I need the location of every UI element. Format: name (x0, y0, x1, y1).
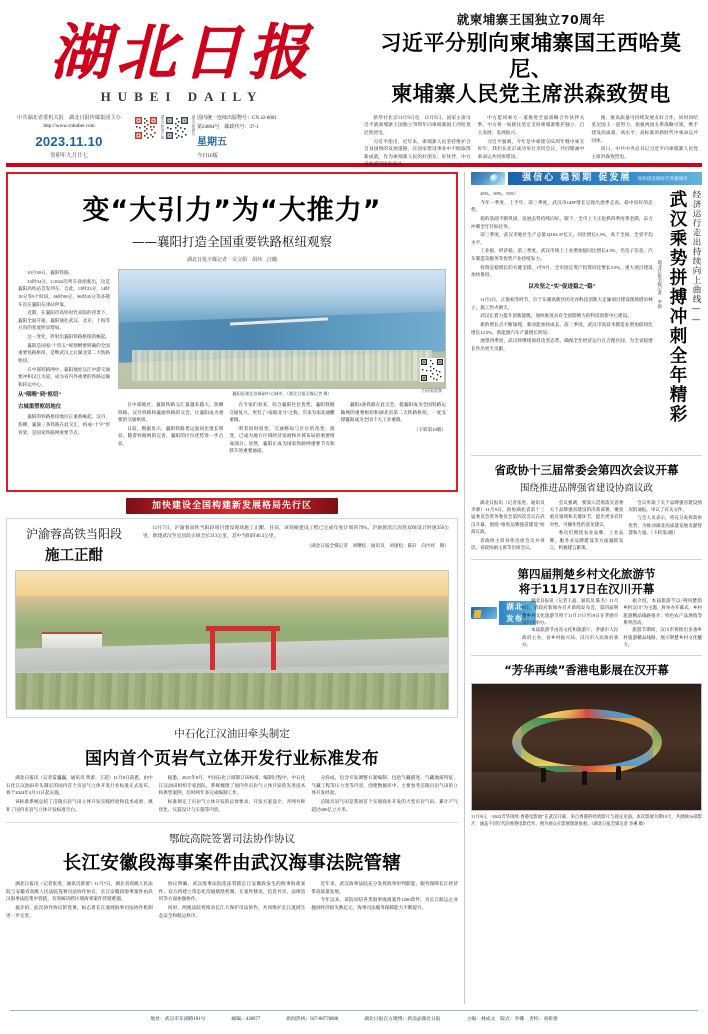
paragraph: 今年一季度、上半年、前三季度，武汉市GDP增长呈现出逐季走高、稳中向好的态势。 (471, 199, 653, 213)
cppcc-body (471, 499, 702, 553)
paragraph: 据介绍，此次协作协议的签署，标志着长江流域海事司法协作机制进一步完善。 (6, 905, 153, 918)
footer-weibo: 湖北日报官方微博：新浪@湖北日报 (364, 1017, 441, 1022)
featured-video-qr[interactable] (420, 358, 444, 394)
featured-subsection-subtitle: 古城重塑枢纽地位 (18, 404, 62, 411)
paragraph: 这一变化，折射出襄阳铁路枢纽的崛起。 (27, 334, 110, 339)
paragraph: 襄阳是国家“十四五”规划纲要明确的全国重要铁路枢纽，是继武汉之后湖北第二大铁路枢纽。 (18, 342, 110, 363)
footer-hotline: 新闻热线：027-88778088 (286, 1017, 339, 1022)
paragraph: 展望四季度，武汉将继续保持攻坚态势，确保全年经济运行在合理区间，为全省稳增长作出更大贡献。 (471, 338, 653, 351)
economy-lead: 45%、50%、55%！ (480, 191, 520, 196)
featured-col-right (229, 401, 334, 456)
paragraph: 13时34分，G1042次列车徐徐驶出，这是襄阳高铁站首发列车。自此，13时23分、14时18分等9个时段，06时08分、06时45分等多趟车次在襄阳东津站停靠。 (18, 278, 110, 307)
photo-feature-title-line2: 施工正酣 (45, 548, 103, 564)
section-banner-development (6, 498, 458, 514)
paragraph: 投资是稳增长的关键支撑。1至9月，全市固定资产投资同比增长3.5%，重大项目建设加快推进。 (471, 264, 653, 278)
economy-vertical-subheadline: 经济运行走出持续向上曲线—— (691, 190, 701, 326)
weekday-label: 星期五 (197, 137, 227, 148)
qr-code-app[interactable] (133, 115, 164, 141)
paragraph: 同时，两地法院将推动长江大保护司法协作，共同维护长江流域生态安全和航运秩序。 (158, 905, 306, 918)
badge-label: 湖北发布 (499, 601, 535, 625)
paragraph: 稳的基础不断巩固，发展态势持续向好。眼下，全市上下正抢抓四季度黄金期，奋力冲刺全年目标任务。 (471, 215, 653, 229)
featured-col-far-right (341, 401, 446, 456)
qr-code-wechat[interactable] (164, 115, 195, 141)
paragraph: 襄阳的铁路枢纽地位正重新崛起。汉丹、焦柳、襄渝三条铁路在此交汇，构成“十字”形骨架，是国家铁路网重要节点。 (18, 414, 110, 435)
divider (6, 822, 458, 823)
qr-wechat-label: 湖北日报微信 (191, 115, 195, 136)
featured-jump-line: （下转第10版） (413, 426, 446, 432)
paragraph: 湖北日报讯（记者雷巍巍、通讯员 黄蕾、王超）11月8日获悉，由中石化江汉油田牵头制定的国内首个页岩气立体开发行业标准正式发布，将于2024年4月11日起实施。 (6, 775, 153, 796)
economy-vertical-byline: 湖北日报全媒记者 李源 (657, 260, 663, 309)
paragraph: 在中部铁路网中，襄阳地处汉江中游交通要冲和汉江水道，成为省内外重要的铁路运输和转运中心。 (18, 366, 110, 387)
paragraph: 襄阳3条铁路在此交会，使襄阳成为全国铁路运输网的重要枢纽和湖北省第二大铁路枢纽，一度支撑襄阳成为全国十大工业重镇。 (340, 402, 446, 423)
newspaper-logo-cn: 湖北日报 (50, 18, 314, 88)
film-headline: “芳华再续”香港电影展在汉开幕 (504, 663, 669, 678)
cppcc-headline: 省政协十三届常委会第四次会议开幕 (494, 463, 679, 477)
footer-zip: 邮编：430077 (231, 1017, 261, 1022)
paragraph: 近年来，武汉海事法院充分发挥海事审判职能，服务保障长江经济带高质量发展。 (311, 881, 459, 894)
publisher-line: 中共湖北省委机关报 湖北日报传媒集团主办 (17, 115, 121, 121)
shale-col-2 (159, 774, 306, 814)
shale-col-1 (6, 774, 153, 814)
shale-kicker: 中石化江汉油田牵头制定 (174, 728, 290, 740)
qr-app-label: 湖北日报客户端 (160, 115, 164, 139)
featured-headline: 变“大引力”为“大推力” (82, 195, 382, 226)
divider (471, 655, 702, 656)
cppcc-col-3 (628, 499, 702, 553)
maritime-col-2 (159, 880, 306, 920)
top-story (358, 4, 702, 168)
featured-subsection-title: 从“咽喉”到“枢纽” (18, 392, 62, 399)
registration-number: 国内统一连续出版物号：CN 42-0001 (197, 116, 277, 121)
photo-feature-highspeed-rail (6, 518, 458, 718)
paragraph: 在中部地区，襄阳铁路交汇量越来越大。焦柳铁路、汉丹铁路和襄渝铁路的交会，让襄阳成为重要的交通枢纽。 (118, 402, 224, 423)
paragraph: 委员们围绕农业品牌、工业品牌、服务业品牌建设等方面踊跃发言，积极建言献策。 (549, 530, 624, 550)
divider (471, 455, 702, 456)
economy-pullquote: 以攻坚之“实”促进稳之“稳” (528, 283, 596, 290)
issue-date: 2023.11.10 (35, 133, 103, 149)
masthead-left (6, 4, 358, 160)
paragraph: 与会人员表示，将充分发挥政协优势，为推动湖北高质量发展贡献智慧和力量。（下转第2版） (628, 515, 703, 536)
page-count: 今日16版 (197, 153, 218, 159)
shale-headline: 国内首个页岩气立体开发行业标准发布 (84, 749, 380, 769)
top-story-body (364, 115, 698, 170)
paragraph: 10月30日，襄阳铁路。 (27, 270, 74, 275)
article-tourism-festival (471, 567, 702, 648)
paragraph: 11月7日，沪渝蓉高铁当阳段项目建设现场施工正酣。目前，该铁路建设工程已完成年度计划的79%。沪渝蓉沿江高铁双线设计时速350公里，新建武汉至宜昌段正线全长313公里，其中当阳段46.3公里。 (143, 526, 449, 540)
maritime-col-3 (311, 880, 458, 920)
economy-body (471, 190, 653, 448)
paragraph: 习近平强调，今年是中柬建交65周年暨中柬友好年，我们在北京成功举行亲切会议，共同擘画中柬命运共同体建设。 (477, 139, 585, 160)
banner-tag: 加快建设新时代英雄城市 (637, 177, 688, 182)
paragraph: 图，推高质量可持续发展友好合作，同时同哈莫尼国王一道努力，加强两国关系战略引领，携手建设高质量、高水平、高标准的新时代中柬命运共同体。 (591, 115, 699, 144)
cppcc-col-1 (471, 499, 545, 553)
top-story-col-2 (478, 115, 585, 170)
photo-rail-construction-site (15, 570, 449, 710)
featured-left-text (18, 269, 110, 456)
paragraph: 前三季度，武汉市地区生产总值14163.37亿元，同比增长5.5%，高于全国、全省平均水平。 (471, 232, 653, 245)
page-footer (6, 1011, 702, 1022)
banner-title: 强信心 稳预期 促发展 (522, 173, 632, 183)
article-film-expo (471, 663, 702, 827)
masthead-registration (195, 115, 277, 161)
photo-feature-description (143, 525, 449, 550)
featured-photo-caption: 襄阳是湖北省域副中心城市。（湖北日报全媒记者 摄） (232, 391, 332, 396)
divider (471, 559, 702, 560)
featured-subheadline: ——襄阳打造全国重要铁路枢纽观察 (131, 234, 332, 249)
footer-address: 地址：武汉市东湖路181号 (150, 1017, 206, 1022)
paragraph: 旅游节期间，汉川市将推出多条乡村旅游精品线路，展示荆楚乡村文化魅力。 (623, 627, 702, 648)
paragraph: 近期，在襄阳市高铁时代来临的背景下，襄阳全面开通，襄阳通往武汉、北京、上海等方向的客流明显增加。 (18, 310, 110, 331)
section-banner-label: 加快建设全国构建新发展格局先行区 (126, 498, 338, 514)
newspaper-logo-en: HUBEI DAILY (100, 89, 264, 104)
paragraph: 会议听取了关于品牌强省建设情况的通报，审议了有关文件。 (628, 499, 703, 513)
banner-globe-icon (471, 172, 505, 185)
maritime-col-1 (6, 880, 153, 920)
lunar-date: 癸卯年九月廿七 (50, 153, 88, 160)
top-story-headline (364, 31, 698, 108)
featured-qr-label: 扫码看视频 (422, 388, 442, 393)
top-story-headline-line1: 习近平分别向柬埔寨国王西哈莫尼、 (380, 31, 682, 81)
masthead (6, 0, 702, 168)
tourism-headline (471, 567, 702, 596)
main-column (6, 172, 458, 1004)
featured-right (118, 269, 446, 456)
tourism-col-2 (623, 597, 702, 649)
top-story-headline-line2: 柬埔寨人民党主席洪森致贺电 (391, 82, 671, 107)
tourism-col-1 (522, 597, 618, 649)
featured-article[interactable] (6, 172, 458, 492)
paragraph: 今年以来，该院审结各类海事海商案件1200余件，为长江航运企业挽回经济损失数亿元，海事司法服务保障能力不断提升。 (311, 897, 459, 910)
body-grid (6, 172, 702, 1004)
featured-lower-columns (118, 401, 446, 456)
tourism-headline-line1: 第四届荆楚乡村文化旅游节 (517, 567, 656, 582)
paragraph: 本届旅游节由省文化和旅游厅、孝感市人民政府主办，省乡村振兴局、汉川市人民政府承办。 (522, 627, 619, 648)
top-story-col-1 (364, 115, 471, 170)
maritime-headline: 长江安徽段海事案件由武汉海事法院管辖 (62, 853, 402, 875)
photo-feature-title-line1: 沪渝蓉高铁当阳段 (25, 527, 122, 541)
paragraph: 日前，数据显示，襄阳铁路货运量同比增长明显。随着铁路网的完善，襄阳的区位优势进一步凸显。 (118, 425, 224, 446)
sidebar-banner-confidence (471, 172, 702, 185)
featured-photo-xiangyang-city (118, 269, 446, 389)
paragraph: 新的增长点不断涌现，新动能加快成长。前三季度，武汉市高技术制造业增加值同比增长12.5%，新能源汽车产量增长明显。 (471, 322, 653, 335)
top-story-col-3 (591, 115, 698, 170)
tourism-headline-line2: 将于11月17日在汉川开幕 (518, 582, 655, 597)
cppcc-subheadline: 围绕推进品牌强省建设协商议政 (519, 482, 653, 494)
featured-byline: 湖北日报全媒记者 吴文娟 胡祎 汪璐 (186, 258, 277, 263)
shale-col-3 (311, 774, 458, 814)
tourism-body (522, 597, 702, 649)
paragraph: 涪陵页岩气田是我国首个实现商业开发的大型页岩气田，累计产气超过600亿立方米。 (311, 798, 459, 812)
article-cppcc-meeting (471, 463, 702, 552)
maritime-kicker: 鄂皖高院签署司法协作协议 (169, 833, 295, 846)
paragraph: 11月1日，正值初冬时节，位于东湖高新区的光谷科技创新大走廊项目建设现场塔吊林立，施工热火朝天。 (471, 297, 653, 310)
economy-article (471, 190, 702, 448)
masthead-publisher-block (10, 115, 128, 160)
paragraph: 湖北日报讯（记者王晶、通讯员 陈杰）11月9日，省政府新闻办召开新闻发布会，第四届荆楚乡村文化旅游节将于11月17日至19日在孝感市汉川市举办。 (522, 597, 619, 625)
paragraph: 在专家们看来，综合襄阳区位优势，襄阳铁路交通复兴，更有了“南船北马”之称，历来为南北通衢重镇。 (229, 402, 335, 423)
featured-content (18, 269, 446, 456)
paragraph: 同日，中共中央总书记习近平向柬埔寨人民党主席洪森致贺电。 (591, 147, 699, 160)
photo-feature-head (15, 525, 449, 565)
paragraph: 湖北日报讯（记者张进、通讯员蔡蕾）11月7日，湖北省高级人民法院与安徽省高级人民法院签署司法协作协议，长江安徽段海事案件由武汉海事法院集中管辖，有效解决跨区域海事案件管辖难题。 (6, 881, 153, 902)
paragraph: 分段成，包含开发调整方案编制、包括气藏描述、气藏地质特征、气藏工程等压力变等内容，创建数据库中，主要参考涪陵页岩气田的立体开发经验。 (311, 775, 459, 796)
paragraph: 据介绍，本届旅游节以“荆风楚韵 乡约汉川”为主题，将举办开幕式、乡村旅游精品线路推介、特色农产品展销等系列活动。 (623, 597, 702, 625)
paragraph: 明者因时而变，交通格局与区位的改变、演变，已成为地方区域经济发展和区域布局的重要组成部分。显然，襄阳正成为国家铁路网重要节点和跃升的重要通道。 (229, 425, 335, 454)
paragraph: 新华社北京11月9日电 11月9日，国家主席习近平就柬埔寨王国独立70周年向柬埔寨国王西哈莫尼致贺电。 (364, 115, 471, 137)
paragraph: 湖北日报讯（记者张进、通讯员 李源）11月9日，政协湖北省第十三届委员会常务委员会第四次会议在武汉开幕，围绕“推进品牌强省建设”协商议政。 (471, 499, 545, 535)
sidebar-column (464, 172, 702, 1004)
maritime-body (6, 880, 458, 920)
paragraph: 会议强调，要深入贯彻落实省委关于品牌强省建设的决策部署，聚焦重点领域和关键环节，提出更多有针对性、可操作性的意见建议。 (549, 499, 624, 527)
sidebar-banner-label (508, 172, 702, 185)
paragraph: 省政协主席孙伟出席会议并讲话。省政协副主席等出席会议。 (471, 537, 545, 550)
film-ring-display (512, 709, 662, 775)
footer-editors: 主编：林成文 版式：李娜 责校：刘新蕾 (466, 1017, 558, 1022)
paragraph: 据悉，2021年8月，中国石化立项制订该标准。编制过程中，中石化江汉油田组织专家团队，系统梳理了国内外页岩气立体开发的先进技术和典型案例，历时两年多完成编制工作。 (158, 775, 306, 796)
cppcc-col-2 (550, 499, 624, 553)
economy-vertical-headline: 武汉乘势拼搏冲刺全年精彩 (667, 190, 687, 424)
photo-feature-title (15, 525, 133, 565)
masthead-info (6, 115, 358, 161)
film-photo-caption: 11月9日，“2023芳华再续·香港电影展”在武汉开幕，来自香港的经典影片与观众见面。本次影展为期10天，共展映16部影片，涵盖不同年代的香港电影佳作。图为观众在影展现场参观。（湖北日报全媒记者 李溪 摄） (471, 814, 702, 826)
featured-col-mid (118, 401, 223, 456)
paragraph: 协议明确，武汉海事法院依法管辖长江安徽段发生的海事海商案件。双方将建立常态化沟通联络机制，在案件移送、信息共享、法律适用等方面加强协作。 (158, 881, 306, 902)
issue-number: 第24064号 邮政代号：37-1 (197, 124, 259, 130)
photo-feature-credit: （湖北日报全媒记者 刘曙松 通讯员 刘康松 陈轩 向沙祥 摄） (306, 543, 449, 549)
article-shale-standard (6, 726, 458, 814)
paragraph: 标准规定了页岩气立体开发的总体要求、开发方案设计、井网井距优化、压裂设计与实施等内容。 (158, 798, 306, 812)
paragraph: 习近平指出，近年来，柬埔寨人民坚持维护合自身国情的发展道路，在国家建设事业中不断取得新成就，作为柬埔寨人民的好朋友、好伙伴，中方对此感到由衷高兴。 (364, 139, 471, 168)
paragraph: 武汉正着力提升创新能级，加快推进具有全国影响力的科技创新中心建设。 (480, 313, 632, 319)
photo-film-expo-exhibition (471, 683, 702, 811)
website-link[interactable]: http://www.cnhubei.com (43, 122, 95, 129)
article-maritime-jurisdiction (6, 831, 458, 920)
paragraph: 工业稳，经济稳。前三季度，武汉市规上工业增加值同比增长4.5%，光电子信息、汽车制造及服务等优势产业持续发力。 (471, 248, 653, 261)
badge-image-icon (471, 607, 497, 619)
paragraph: 该标准系统总结了涪陵页岩气田立体开发实践经验和技术成果，填补了国内页岩气立体开发标准空白。 (6, 798, 153, 812)
paragraph: 中方愿同柬方一道推进全面战略合作伙伴关系，中方将一如既往坚定支持柬埔寨维护独立、自主发展、发展振兴。 (477, 115, 585, 137)
shale-body (6, 774, 458, 814)
top-story-kicker: 就柬埔寨王国独立70周年 (456, 12, 606, 27)
